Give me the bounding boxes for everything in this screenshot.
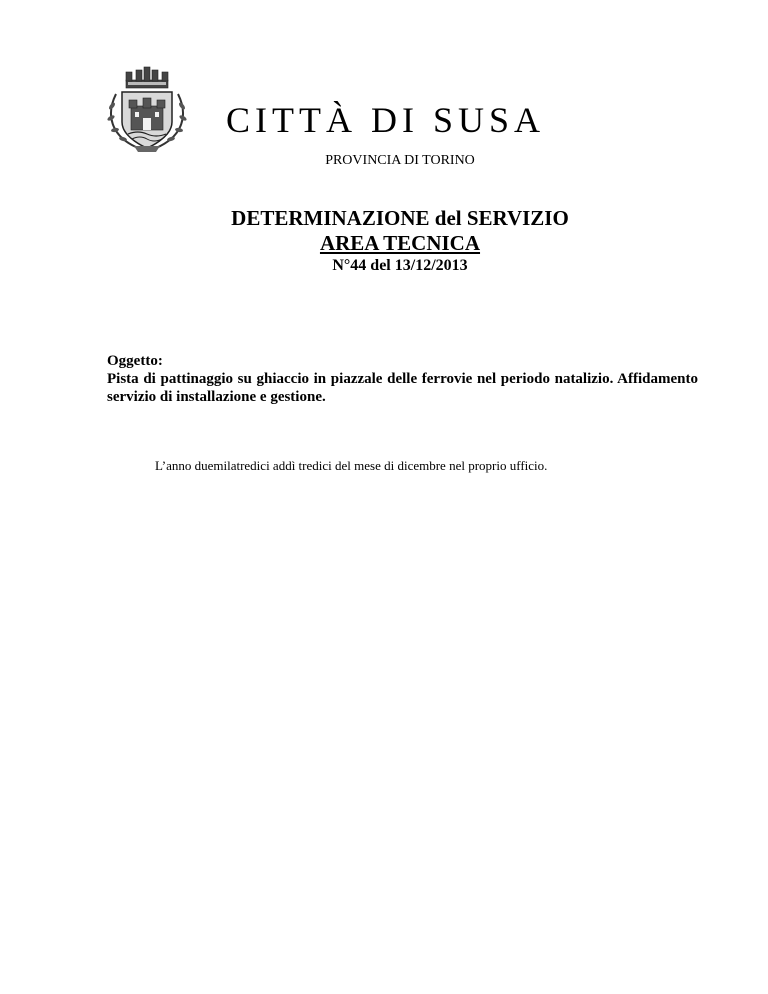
determination-heading xyxy=(0,206,768,276)
city-crest-logo xyxy=(104,64,190,154)
subject-label: Oggetto: xyxy=(107,353,163,369)
opening-paragraph: L’anno duemilatredici addì tredici del mese di dicembre nel proprio ufficio. xyxy=(155,458,548,473)
province-name: PROVINCIA DI TORINO xyxy=(325,153,475,168)
determination-number: N°44 del 13/12/2013 xyxy=(332,257,468,274)
city-title: CITTÀ DI SUSA xyxy=(226,100,546,140)
determination-title: DETERMINAZIONE del SERVIZIO xyxy=(231,206,569,230)
subject-section xyxy=(107,352,698,406)
determination-area: AREA TECNICA xyxy=(319,231,481,255)
subject-text: Pista di pattinaggio su ghiaccio in piazzale delle ferrovie nel periodo natalizio. Affidamento servizio di installazione e gestione. xyxy=(107,371,698,405)
